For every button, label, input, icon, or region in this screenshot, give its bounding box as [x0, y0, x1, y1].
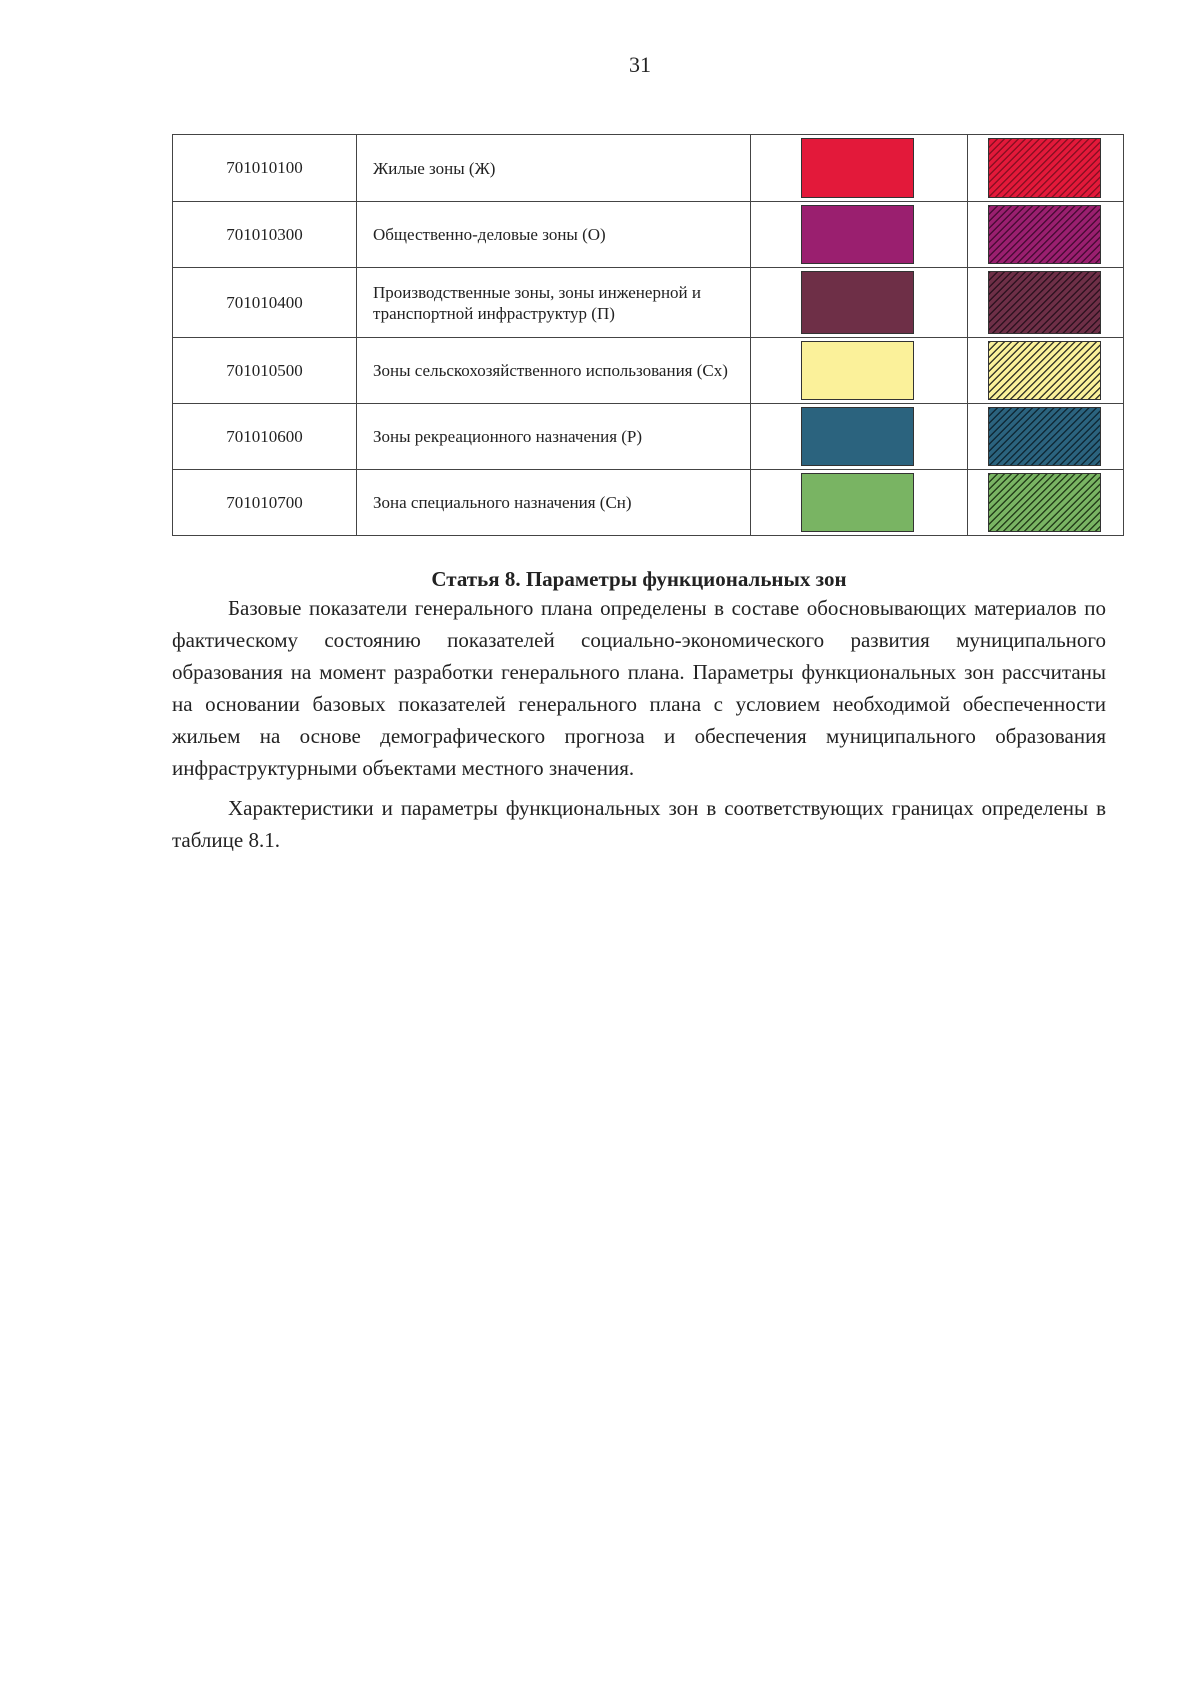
zone-name: Зона специального назначения (Сн)	[357, 470, 751, 536]
zone-color-swatch	[801, 473, 914, 532]
zone-code: 701010100	[173, 135, 357, 202]
zone-color-swatch	[801, 407, 914, 466]
zone-code: 701010500	[173, 338, 357, 404]
table-row	[173, 135, 1124, 202]
table-row	[173, 470, 1124, 536]
article-heading: Статья 8. Параметры функциональных зон	[431, 567, 847, 591]
article-paragraph: Базовые показатели генерального плана определены в составе обосновывающих материалов по фактическому состоянию показателей социально-экономического развития муниципального образования на момент разработки генерального плана. Параметры функциональных зон рассчитаны на основании базовых показателей генерального плана с условием необходимой обеспеченности жильем на основе демографического прогноза и обеспечения муниципального образования инфраструктурными объектами местного значения.	[172, 596, 1106, 780]
table-row	[173, 338, 1124, 404]
zone-color-swatch	[801, 271, 914, 334]
page-number: 31	[629, 52, 651, 77]
zone-name: Производственные зоны, зоны инженерной и транспортной инфраструктур (П)	[357, 268, 751, 338]
zone-hatch-swatch	[988, 407, 1101, 466]
article-paragraph: Характеристики и параметры функциональных зон в соответствующих границах определены в таблице 8.1.	[172, 796, 1106, 852]
zones-legend-table	[172, 134, 1124, 536]
zone-code: 701010600	[173, 404, 357, 470]
zone-name: Жилые зоны (Ж)	[357, 135, 751, 202]
table-row	[173, 268, 1124, 338]
zone-name: Зоны рекреационного назначения (Р)	[357, 404, 751, 470]
zone-color-swatch	[801, 138, 914, 198]
zone-code: 701010400	[173, 268, 357, 338]
zone-name: Общественно-деловые зоны (О)	[357, 202, 751, 268]
zone-code: 701010700	[173, 470, 357, 536]
zone-hatch-swatch	[988, 138, 1101, 198]
zone-hatch-swatch	[988, 205, 1101, 264]
zone-color-swatch	[801, 341, 914, 400]
zone-code: 701010300	[173, 202, 357, 268]
zone-hatch-swatch	[988, 271, 1101, 334]
zone-name: Зоны сельскохозяйственного использования (Сх)	[357, 338, 751, 404]
zone-hatch-swatch	[988, 341, 1101, 400]
article-body	[172, 592, 1106, 856]
table-row	[173, 202, 1124, 268]
zone-hatch-swatch	[988, 473, 1101, 532]
zone-color-swatch	[801, 205, 914, 264]
table-row	[173, 404, 1124, 470]
